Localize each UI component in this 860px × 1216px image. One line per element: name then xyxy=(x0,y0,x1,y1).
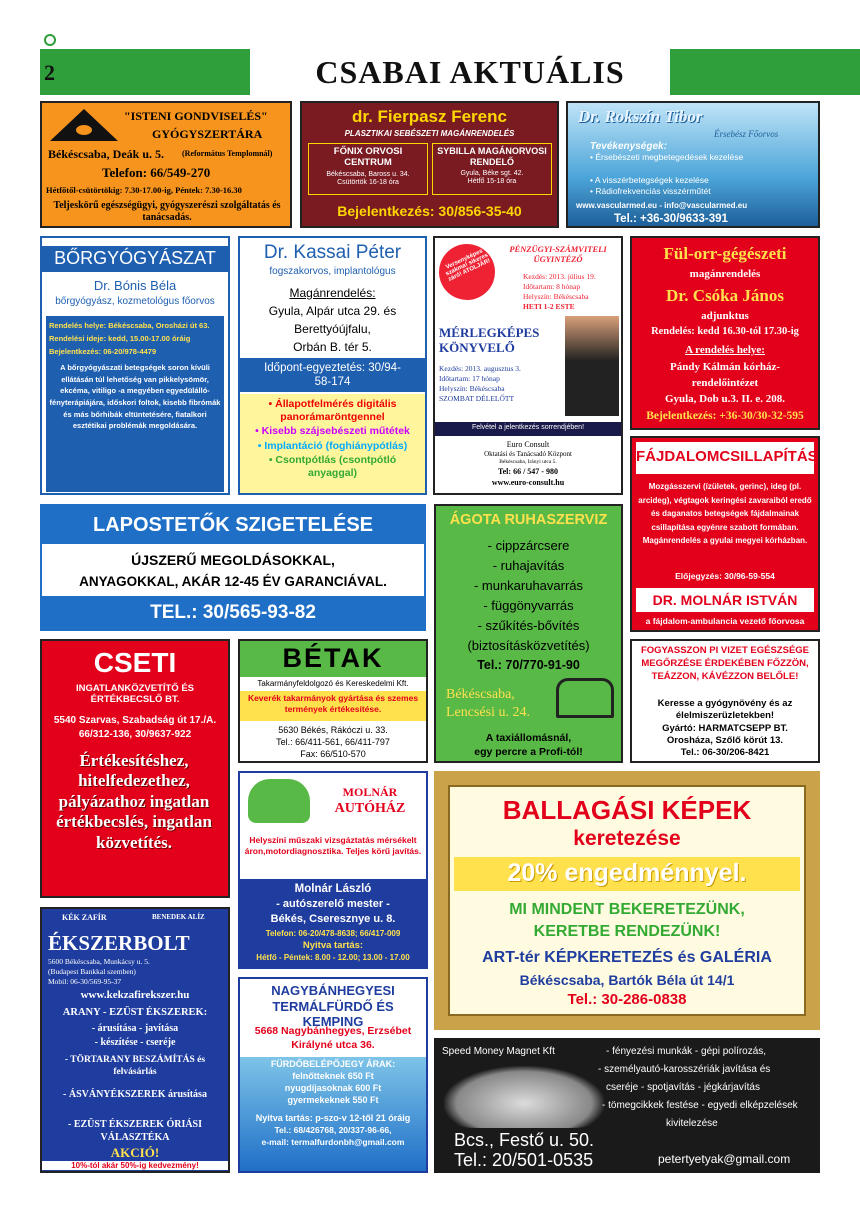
konyvelo-e3: Helyszín: Békéscsaba xyxy=(439,384,505,393)
page-corner-logo xyxy=(44,34,56,46)
ad-borgyogy xyxy=(40,236,230,495)
kassai-appt: Időpont-egyeztetés: 30/94-58-174 xyxy=(264,362,401,389)
betak-fax: Fax: 66/510-570 xyxy=(300,749,366,759)
kassai-b4: • Csontpótlás (csontpótló anyaggal) xyxy=(268,454,397,479)
rokszin-web: www.vascularmed.eu - info@vascularmed.eu xyxy=(576,201,748,210)
rokszin-act2: • A visszérbetegségek kezelése xyxy=(590,175,709,185)
agota-note1: A taxiállomásnál, xyxy=(485,732,572,744)
ad-konyvelo xyxy=(433,236,623,495)
fajdalom-name: DR. MOLNÁR ISTVÁN xyxy=(652,592,798,608)
cseti-tel: 66/312-136, 30/9637-922 xyxy=(78,729,192,740)
betak-title: BÉTAK xyxy=(282,643,384,673)
ad-termal xyxy=(238,977,428,1173)
agota-note2: egy percre a Profi-tól! xyxy=(474,746,583,758)
konyvelo-tel: Tel: 66 / 547 - 980 xyxy=(498,467,558,476)
molnar-open: Nyitva tartás: xyxy=(302,940,364,951)
ballagasi-sub: keretezése xyxy=(573,827,681,850)
konyvelo-d4: HETI 1-2 ESTE xyxy=(523,302,575,311)
molnar-name: Molnár László xyxy=(294,883,372,895)
molnar-addr: Békés, Cseresznye u. 8. xyxy=(270,913,396,925)
speed-s3: cseréje - spotjavítás - jégkárjavítás xyxy=(606,1082,760,1093)
fajdalom-role: a fájdalom-ambulancia vezető főorvosa xyxy=(645,616,805,626)
fierpasz-left-time: Csütörtök 16-18 óra xyxy=(337,179,399,187)
ballagasi-discount: 20% engedménnyel. xyxy=(507,859,747,887)
betak-hl: Keverék takarmányok gyártása és szemes termények értékesítése. xyxy=(247,693,419,715)
fierpasz-right-title: SYBILLA MAGÁNORVOSI RENDELŐ xyxy=(437,146,547,167)
termal-email: e-mail: termalfurdonbh@gmail.com xyxy=(261,1137,405,1147)
agota-i1: - cippzárcsere xyxy=(487,538,570,553)
speed-s4: - tömegcikkek festése - egyedi elképzelések xyxy=(602,1100,798,1111)
pharmacy-desc: Teljeskörű egészségügyi, gyógyszerészi szolgáltatás és tanácsadás. xyxy=(53,200,281,223)
kassai-b1: • Állapotfelmérés digitális panorámaröntgennel xyxy=(268,398,397,423)
fogyasszon-l2: Gyártó: HARMATCSEPP BT. xyxy=(662,723,788,734)
konyvelo-org: Euro Consult xyxy=(506,440,550,449)
ekszer-l4: - TÖRTARANY BESZÁMÍTÁS és felvásárlás xyxy=(64,1055,206,1077)
fierpasz-right-addr: Gyula, Béke sgt. 42. xyxy=(460,169,524,177)
ad-betak xyxy=(238,639,428,763)
ful-booking: Bejelentkezés: +36-30/30-32-595 xyxy=(646,410,804,422)
ballagasi-l1: MI MINDENT BEKERETEZÜNK, xyxy=(509,901,745,918)
ekszer-addr1: 5600 Békéscsaba, Munkácsy u. 5. xyxy=(48,957,150,966)
betak-sub: Takarmányfeldolgozó és Kereskedelmi Kft. xyxy=(257,679,409,688)
ful-time: Rendelés: kedd 16.30-tól 17.30-ig xyxy=(651,326,799,337)
lapostetok-l2: ANYAGOKKAL, AKÁR 12-45 ÉV GARANCIÁVAL. xyxy=(79,574,387,589)
lapostetok-title: LAPOSTETŐK SZIGETELÉSE xyxy=(92,514,374,536)
pharmacy-subtitle: GYÓGYSZERTÁRA xyxy=(152,127,263,141)
ekszer-l3: - készítése - cseréje xyxy=(94,1037,176,1048)
molnar-brand1: MOLNÁR xyxy=(342,785,398,799)
konyvelo-e1: Kezdés: 2013. augusztus 3. xyxy=(439,364,521,373)
ad-gyogyszertar xyxy=(40,101,292,228)
kassai-mr-title: Magánrendelés: xyxy=(289,286,376,300)
fierpasz-left-addr: Békéscsaba, Baross u. 34. xyxy=(326,170,410,178)
ekszer-l5: - ÁSVÁNYÉKSZEREK árusítása xyxy=(63,1089,207,1100)
page-number: 2 xyxy=(44,60,55,85)
termal-p1: felnőtteknek 650 Ft xyxy=(292,1071,374,1081)
ad-fogyasszon xyxy=(630,639,820,763)
konyvelo-d1: Kezdés: 2013. július 19. xyxy=(523,272,596,281)
lapostetok-phone: TEL.: 30/565-93-82 xyxy=(150,602,316,623)
ad-ballagasi xyxy=(434,771,820,1030)
ful-loc-title: A rendelés helye: xyxy=(685,344,765,356)
cseti-title: CSETI xyxy=(93,647,177,678)
rokszin-role: Érsebész Főorvos xyxy=(714,129,779,139)
ekszer-promo: AKCIÓ! xyxy=(110,1145,160,1160)
ad-molnar xyxy=(238,771,428,969)
ful-sub: magánrendelés xyxy=(689,268,761,280)
rokszin-act1: • Érsebészeti megbetegedések kezelése xyxy=(590,152,744,162)
fierpasz-name: dr. Fierpasz Ferenc xyxy=(352,107,507,126)
ful-loc1: Pándy Kálmán kórház- xyxy=(669,361,780,373)
rokszin-activity-title: Tevékenységek: xyxy=(590,141,667,152)
konyvelo-title2: MÉRLEGKÉPES KÖNYVELŐ xyxy=(439,325,540,355)
konyvelo-starburst-text: Versenyképes szakma! sikeres záró! ATOLJÁR! xyxy=(444,248,492,283)
agota-i3: - munkaruhavarrás xyxy=(473,578,584,593)
fierpasz-left-title: FŐNIX ORVOSI CENTRUM xyxy=(333,146,403,169)
cseti-body: Értékesítéshez, hitelfedezethez, pályázathoz ingatlan értékbecslés, ingatlan közvetítés. xyxy=(56,751,212,852)
konyvelo-photo xyxy=(565,316,619,416)
pharmacy-hours: Hétfőtől-csütörtökig: 7.30-17.00-ig, Péntek: 7.30-16.30 xyxy=(46,185,242,195)
borgyogy-time: Rendelési ideje: kedd, 15.00-17.00 óráig xyxy=(49,334,191,343)
kassai-addr2: Berettyóújfalu, xyxy=(294,322,371,336)
agota-i2: - ruhajavítás xyxy=(492,558,565,573)
speed-addr: Bcs., Festő u. 50. xyxy=(454,1130,595,1150)
ful-title: Fül-orr-gégészeti xyxy=(663,244,787,263)
speed-brand: Speed Money Magnet Kft xyxy=(442,1046,555,1057)
fierpasz-sub: PLASZTIKAI SEBÉSZETI MAGÁNRENDELÉS xyxy=(344,129,515,138)
agota-i6: (biztosításközvetítés) xyxy=(467,638,590,653)
ad-lapostetok xyxy=(40,504,426,631)
konyvelo-e2: Időtartam: 17 hónap xyxy=(439,374,500,383)
konyvelo-org2: Oktatási és Tanácsadó Központ xyxy=(484,450,572,458)
ekszer-l6: - EZÜST ÉKSZEREK ÓRIÁSI VÁLASZTÉKA xyxy=(67,1119,203,1143)
termal-p3: gyermekeknek 550 Ft xyxy=(287,1095,379,1105)
fierpasz-right-time: Hétfő 15-18 óra xyxy=(467,177,517,185)
eye-pupil xyxy=(76,125,92,135)
speed-tel: Tel.: 20/501-0535 xyxy=(454,1150,594,1170)
kassai-addr3: Orbán B. tér 5. xyxy=(293,340,372,354)
ad-fierpasz xyxy=(300,101,559,228)
agota-title: ÁGOTA RUHASZERVIZ xyxy=(449,512,608,528)
cseti-addr: 5540 Szarvas, Szabadság út 17./A. xyxy=(53,715,217,726)
borgyogy-role: bőrgyógyász, kozmetológus főorvos xyxy=(55,296,215,307)
ad-ekszer xyxy=(40,907,230,1173)
molnar-tel: Telefon: 06-20/478-8638; 66/417-009 xyxy=(265,929,401,938)
rokszin-name: Dr. Rokszín Tibor xyxy=(578,107,703,126)
termal-prices-title: FÜRDŐBELÉPŐJEGY ÁRAK: xyxy=(270,1059,396,1069)
fajdalom-title: FÁJDALOMCSILLAPÍTÁS xyxy=(636,448,818,465)
termal-p2: nyugdíjasoknak 600 Ft xyxy=(284,1083,382,1093)
konyvelo-web: www.euro-consult.hu xyxy=(491,478,565,487)
ad-rokszin xyxy=(566,101,820,228)
kassai-b3: • Implantáció (foghiánypótlás) xyxy=(257,439,408,452)
konyvelo-bar-text: Felvétel a jelentkezés sorrendjében! xyxy=(471,424,585,431)
molnar-role: - autószerelő mester - xyxy=(276,898,390,910)
borgyogy-booking: Bejelentkezés: 06-20/978-4479 xyxy=(49,347,157,356)
car-mascot-icon xyxy=(248,779,310,823)
speed-email: petertyetyak@gmail.com xyxy=(658,1152,791,1166)
termal-tel: Tel.: 68/426768, 20/337-96-66, xyxy=(274,1125,392,1135)
ad-kassai xyxy=(238,236,427,495)
ad-cseti xyxy=(40,639,230,898)
rokszin-act3: • Rádiofrekvenciás visszérműtét xyxy=(590,186,711,196)
kassai-name: Dr. Kassai Péter xyxy=(263,242,402,263)
fogyasszon-l3: Orosháza, Szőlő körút 13. xyxy=(666,735,784,746)
ad-ful xyxy=(630,236,820,430)
konyvelo-addr: Békéscsaba, Irányi utca 5. xyxy=(499,459,557,465)
lapostetok-l1: ÚJSZERŰ MEGOLDÁSOKKAL, xyxy=(131,552,335,568)
konyvelo-d3: Helyszín: Békéscsaba xyxy=(523,292,589,301)
cseti-sub: INGATLANKÖZVETÍTŐ ÉS ÉRTÉKBECSLŐ BT. xyxy=(75,683,195,705)
ekszer-brand3: ÉKSZERBOLT xyxy=(48,931,190,955)
fajdalom-appt: Előjegyzés: 30/96-59-554 xyxy=(675,571,775,581)
ful-loc3: Gyula, Dob u.3. II. e. 208. xyxy=(664,393,786,405)
ful-loc2: rendelőintézet xyxy=(691,377,759,389)
konyvelo-title1: PÉNZÜGYI-SZÁMVITELI ÜGYINTÉZŐ xyxy=(509,244,607,264)
molnar-hours: Hétfő - Péntek: 8.00 - 12.00; 13.00 - 17.00 xyxy=(256,953,410,962)
agota-i5: - szűkítés-bővítés xyxy=(477,618,580,633)
kassai-b2: • Kisebb szájsebészeti műtétek xyxy=(255,425,410,438)
pharmacy-address: Békéscsaba, Deák u. 5. xyxy=(48,147,165,161)
pharmacy-phone: Telefon: 66/549-270 xyxy=(102,165,211,180)
borgyogy-loc: Rendelés helye: Békéscsaba, Orosházi út 63. xyxy=(49,321,210,330)
kassai-features xyxy=(240,394,425,493)
ekszer-promo2: 10%-tól akár 50%-ig kedvezmény! xyxy=(42,1161,228,1170)
ballagasi-shop: ART-tér KÉPKERETEZÉS és GALÉRIA xyxy=(482,949,772,966)
termal-title: NAGYBÁNHEGYESI TERMÁLFÜRDŐ ÉS KEMPING xyxy=(271,983,395,1030)
agota-tel: Tel.: 70/770-91-90 xyxy=(477,658,580,672)
ekszer-l1: ARANY - EZÜST ÉKSZEREK: xyxy=(62,1007,208,1018)
fierpasz-booking: Bejelentkezés: 30/856-35-40 xyxy=(337,203,522,219)
termal-addr: 5668 Nagybánhegyes, Erzsébet Királyné utca 36. xyxy=(254,1025,412,1051)
molnar-hl: Helyszíni műszaki vizsgáztatás mérsékelt áron,motordiagnosztika. Teljes körű javítás. xyxy=(244,835,422,856)
ekszer-brand1: KÉK ZAFÍR xyxy=(62,913,107,922)
konyvelo-d2: Időtartam: 8 hónap xyxy=(523,282,581,291)
ad-agota xyxy=(434,504,623,763)
ad-fajdalom xyxy=(630,436,820,632)
ful-role: adjunktus xyxy=(701,310,749,322)
ekszer-web: www.kekzafirekszer.hu xyxy=(80,989,190,1001)
speed-s5: kivitelezése xyxy=(666,1118,718,1129)
fogyasszon-l1: Keresse a gyógynövény és az élelmiszerüzletekben! xyxy=(657,698,793,721)
car-image xyxy=(444,1066,604,1128)
rokszin-phone: Tel.: +36-30/9633-391 xyxy=(614,213,728,225)
ballagasi-addr: Békéscsaba, Bartók Béla út 14/1 xyxy=(519,972,735,988)
fajdalom-desc: Mozgásszervi (ízületek, gerinc), ideg (pl. arcideg), végtagok keringési zavaraiból eredő és daganatos betegségek fájdalmainak csillapítása egyénre szabott formában. Magánrendelés a gyulai megyei kórházban. xyxy=(638,482,812,546)
betak-tel: Tel.: 66/411-561, 66/411-797 xyxy=(276,737,390,747)
fogyasszon-title: FOGYASSZON PI VIZET EGÉSZSÉGE MEGŐRZÉSE ÉRDEKÉBEN FŐZZÖN, TEÁZZON, KÁVÉZZON BELŐLE! xyxy=(640,645,810,682)
ballagasi-title: BALLAGÁSI KÉPEK xyxy=(502,795,752,825)
borgyogy-name: Dr. Bónis Béla xyxy=(93,278,177,293)
konyvelo-e4: SZOMBAT DÉLELŐTT xyxy=(439,394,515,403)
ballagasi-l2: KERETBE RENDEZÜNK! xyxy=(533,923,721,940)
agota-i4: - függönyvarrás xyxy=(483,598,574,613)
kassai-role: fogszakorvos, implantológus xyxy=(269,266,396,277)
betak-addr: 5630 Békés, Rákóczi u. 33. xyxy=(278,725,388,735)
sewing-machine-icon xyxy=(556,678,614,718)
ballagasi-tel: Tel.: 30-286-0838 xyxy=(567,991,687,1008)
agota-loc: Békéscsaba, Lencsési u. 24. xyxy=(446,687,530,720)
ful-name: Dr. Csóka János xyxy=(666,286,784,305)
ekszer-l2: - árusítása - javítása xyxy=(91,1023,179,1034)
fierpasz-right-box xyxy=(432,143,552,195)
ekszer-brand2: BENEDEK ALÍZ xyxy=(152,913,205,921)
ekszer-mobil: Mobil: 06-30/569-95-37 xyxy=(48,977,122,986)
ekszer-addr2: (Budapest Bankkal szemben) xyxy=(48,967,136,976)
speed-s2: - személyautó-karosszériák javítása és xyxy=(598,1064,771,1075)
termal-open: Nyitva tartás: p-szo-v 12-től 21 óráig xyxy=(255,1113,411,1123)
pharmacy-title: "ISTENI GONDVISELÉS" xyxy=(124,109,268,123)
borgyogy-desc: A bőrgyógyászati betegségek soron kívüli ellátásán túl lehetőség van pikkelysömör, ekcéma, vitiligo -a megyében egyedülálló- fényterápiájára, időskori foltok, kisebb fibrómák és más bőrhibák eltüntetésére, fiatalkori esztétikai problémák megoldására. xyxy=(49,363,221,431)
molnar-brand2: AUTÓHÁZ xyxy=(334,801,406,816)
fogyasszon-l4: Tel.: 06-30/206-8421 xyxy=(680,747,770,758)
fierpasz-left-box xyxy=(308,143,428,195)
borgyogy-title: BŐRGYÓGYÁSZAT xyxy=(54,248,216,268)
kassai-addr1: Gyula, Alpár utca 29. és xyxy=(268,304,397,318)
speed-s1: - fényezési munkák - gépi polírozás, xyxy=(606,1046,767,1057)
page-title: CSABAI AKTUÁLIS xyxy=(315,54,625,90)
ad-speed xyxy=(434,1038,820,1173)
borgyogy-body xyxy=(46,316,224,492)
pharmacy-address-note: (Református Templomnál) xyxy=(182,149,273,158)
